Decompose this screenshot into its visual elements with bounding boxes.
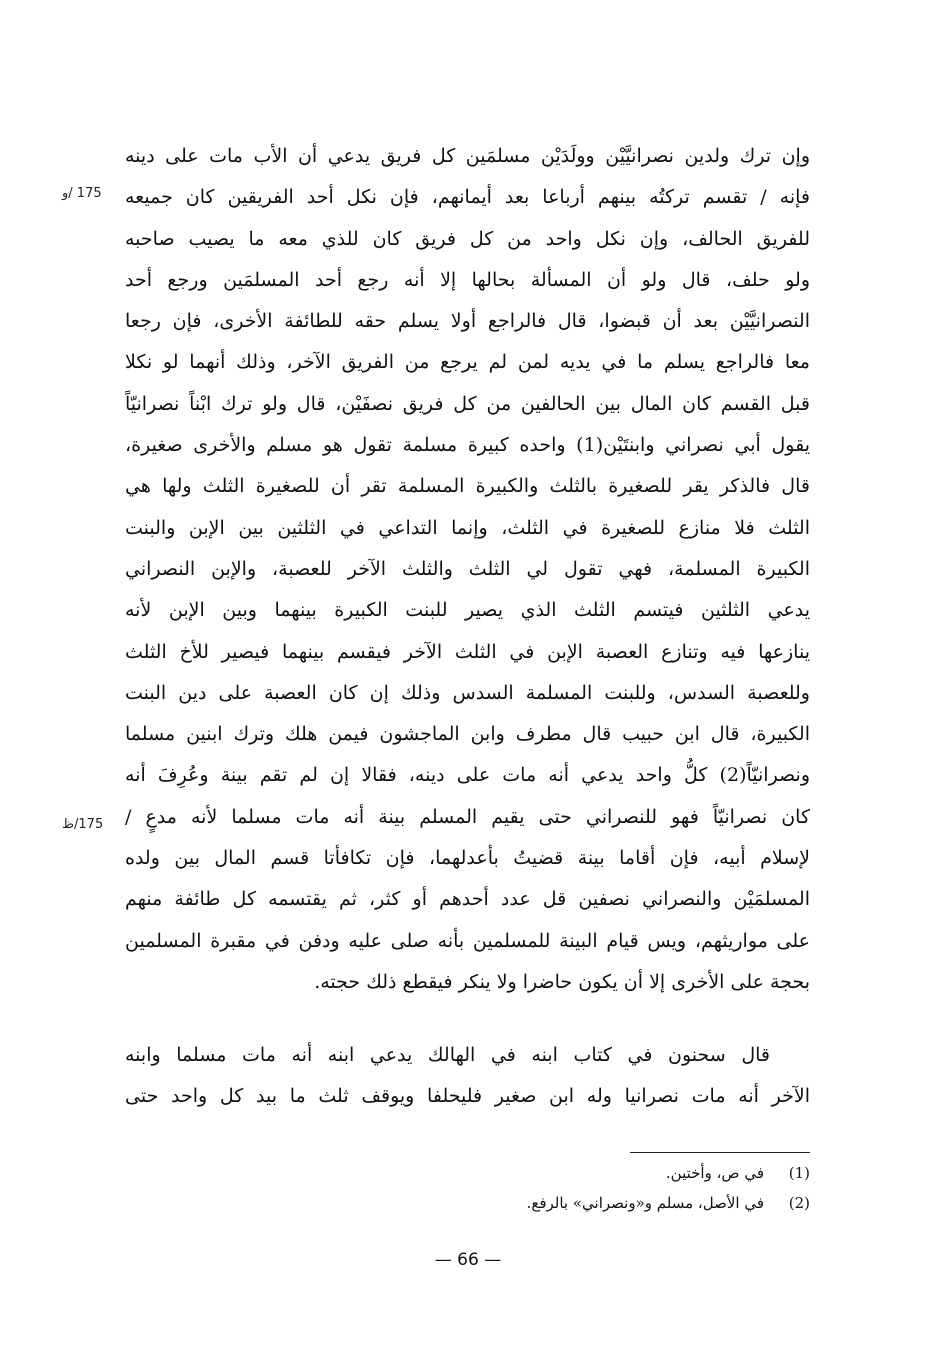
footnotes: [125, 1158, 810, 1218]
text-line: ولو حلف، قال ولو أن المسألة بحالها إلا أنه رجع أحد المسلمَين ورجع أحد: [125, 268, 810, 291]
page-number: — 66 —: [434, 1250, 502, 1270]
text-line: يقول أبي نصراني وابنتَيْن(1) واحده كبيرة مسلمة تقول هو مسلم والأخرى صغيرة،: [125, 434, 810, 457]
text-line: يدعي الثلثين فيتسم الثلث الذي يصير للبنت الكبيرة بينهما وبين الإبن لأنه: [125, 599, 810, 622]
text-line: قال سحنون في كتاب ابنه في الهالك يدعي ابنه أنه مات مسلما وابنه: [125, 1044, 770, 1066]
text-line: الكبيرة، قال ابن حبيب قال مطرف وابن الماجشون فيمن هلك وترك ابنين مسلما: [125, 723, 810, 746]
text-line: النصرانيَّيْن بعد أن قبضوا، قال فالراجع أولا يسلم حقه للطائفة الأخرى، فإن رجعا: [125, 310, 810, 333]
text-line: المسلمَيْن والنصراني نصفين قل عدد أحدهم أو كثر، ثم يقتسمه كل طائفة منهم: [125, 888, 810, 911]
text-line: ينازعها فيه وتنازع العصبة الإبن في الثلث الآخر فيقسم بينهما فيصير للأخ الثلث: [125, 640, 810, 663]
footnote-divider: [630, 1152, 810, 1153]
text-line: الثلث فلا منازع للصغيرة في الثلث، وإنما التداعي في الثلثين بين الإبن والبنت: [125, 516, 810, 539]
text-line: قبل القسم كان المال بين الحالفين من كل فريق نصفَيْن، قال ولو ترك ابْناً نصرانيّاً: [125, 392, 810, 415]
footnote-text: في ص، وأختين.: [665, 1164, 764, 1182]
footnote-number: (1): [788, 1164, 810, 1182]
footnote-item: [125, 1158, 810, 1188]
footnote-item: [125, 1188, 810, 1218]
text-line: الكبيرة المسلمة، فهي تقول لي الثلث والثلث الآخر للعصبة، والإبن النصراني: [125, 557, 810, 580]
text-line: وللعصبة السدس، وللبنت المسلمة السدس وذلك إن كان العصبة على دين البنت: [125, 681, 810, 704]
paragraph-main: [125, 136, 810, 1003]
text-line: ونصرانيّاً(2) كلُّ واحد يدعي أنه مات على دينه، فقالا إن لم تقم بينة وعُرِفَ أنه: [125, 764, 810, 787]
paragraph-second: [125, 1035, 810, 1118]
text-line: على مواريثهم، ويس قيام البينة للمسلمين بأنه صلى عليه ودفن في مقبرة المسلمين: [125, 929, 810, 952]
text-line: للفريق الحالف، وإن نكل واحد من كل فريق كان للذي معه ما يصيب صاحبه: [125, 227, 810, 250]
text-line: لإسلام أبيه، فإن أقاما بينة قضيتُ بأعدلهما، فإن تكافأتا قسم المال بين ولده: [125, 847, 810, 870]
text-line: بحجة على الأخرى إلا أن يكون حاضرا ولا ينكر فيقطع ذلك حجته.: [314, 970, 810, 993]
text-line: قال فالذكر يقر للصغيرة بالثلث والكبيرة المسلمة تقر أن للصغيرة الثلث ولها هي: [125, 475, 810, 498]
text-line: كان نصرانيّاً فهو للنصراني حتى يقيم المسلم بينة أنه مات مسلما لأنه مدعٍ /: [125, 805, 810, 828]
text-line: معا فالراجع يسلم ما في يديه لمن لم يرجع من الفريق الآخر، وذلك أنهما لو نكلا: [125, 351, 810, 374]
text-line: وإن ترك ولدين نصرانيَّيْن وولَدَيْن مسلمَين كل فريق يدعي أن الأب مات على دينه: [125, 145, 810, 167]
folio-marker-verso: 175/ظ: [62, 817, 104, 832]
footnote-number: (2): [788, 1194, 810, 1212]
footnote-text: في الأصل، مسلم و«ونصراني» بالرفع.: [526, 1194, 764, 1212]
folio-marker-recto: 175 /و: [62, 186, 102, 201]
text-line: الآخر أنه مات نصرانيا وله ابن صغير فليحلفا ويوقف ثلث ما بيد كل واحد حتى: [125, 1085, 810, 1108]
text-line: فإنه / تقسم تركتُه بينهم أرباعا بعد أيمانهم، فإن نكل أحد الفريقين كان جميعه: [125, 186, 810, 209]
